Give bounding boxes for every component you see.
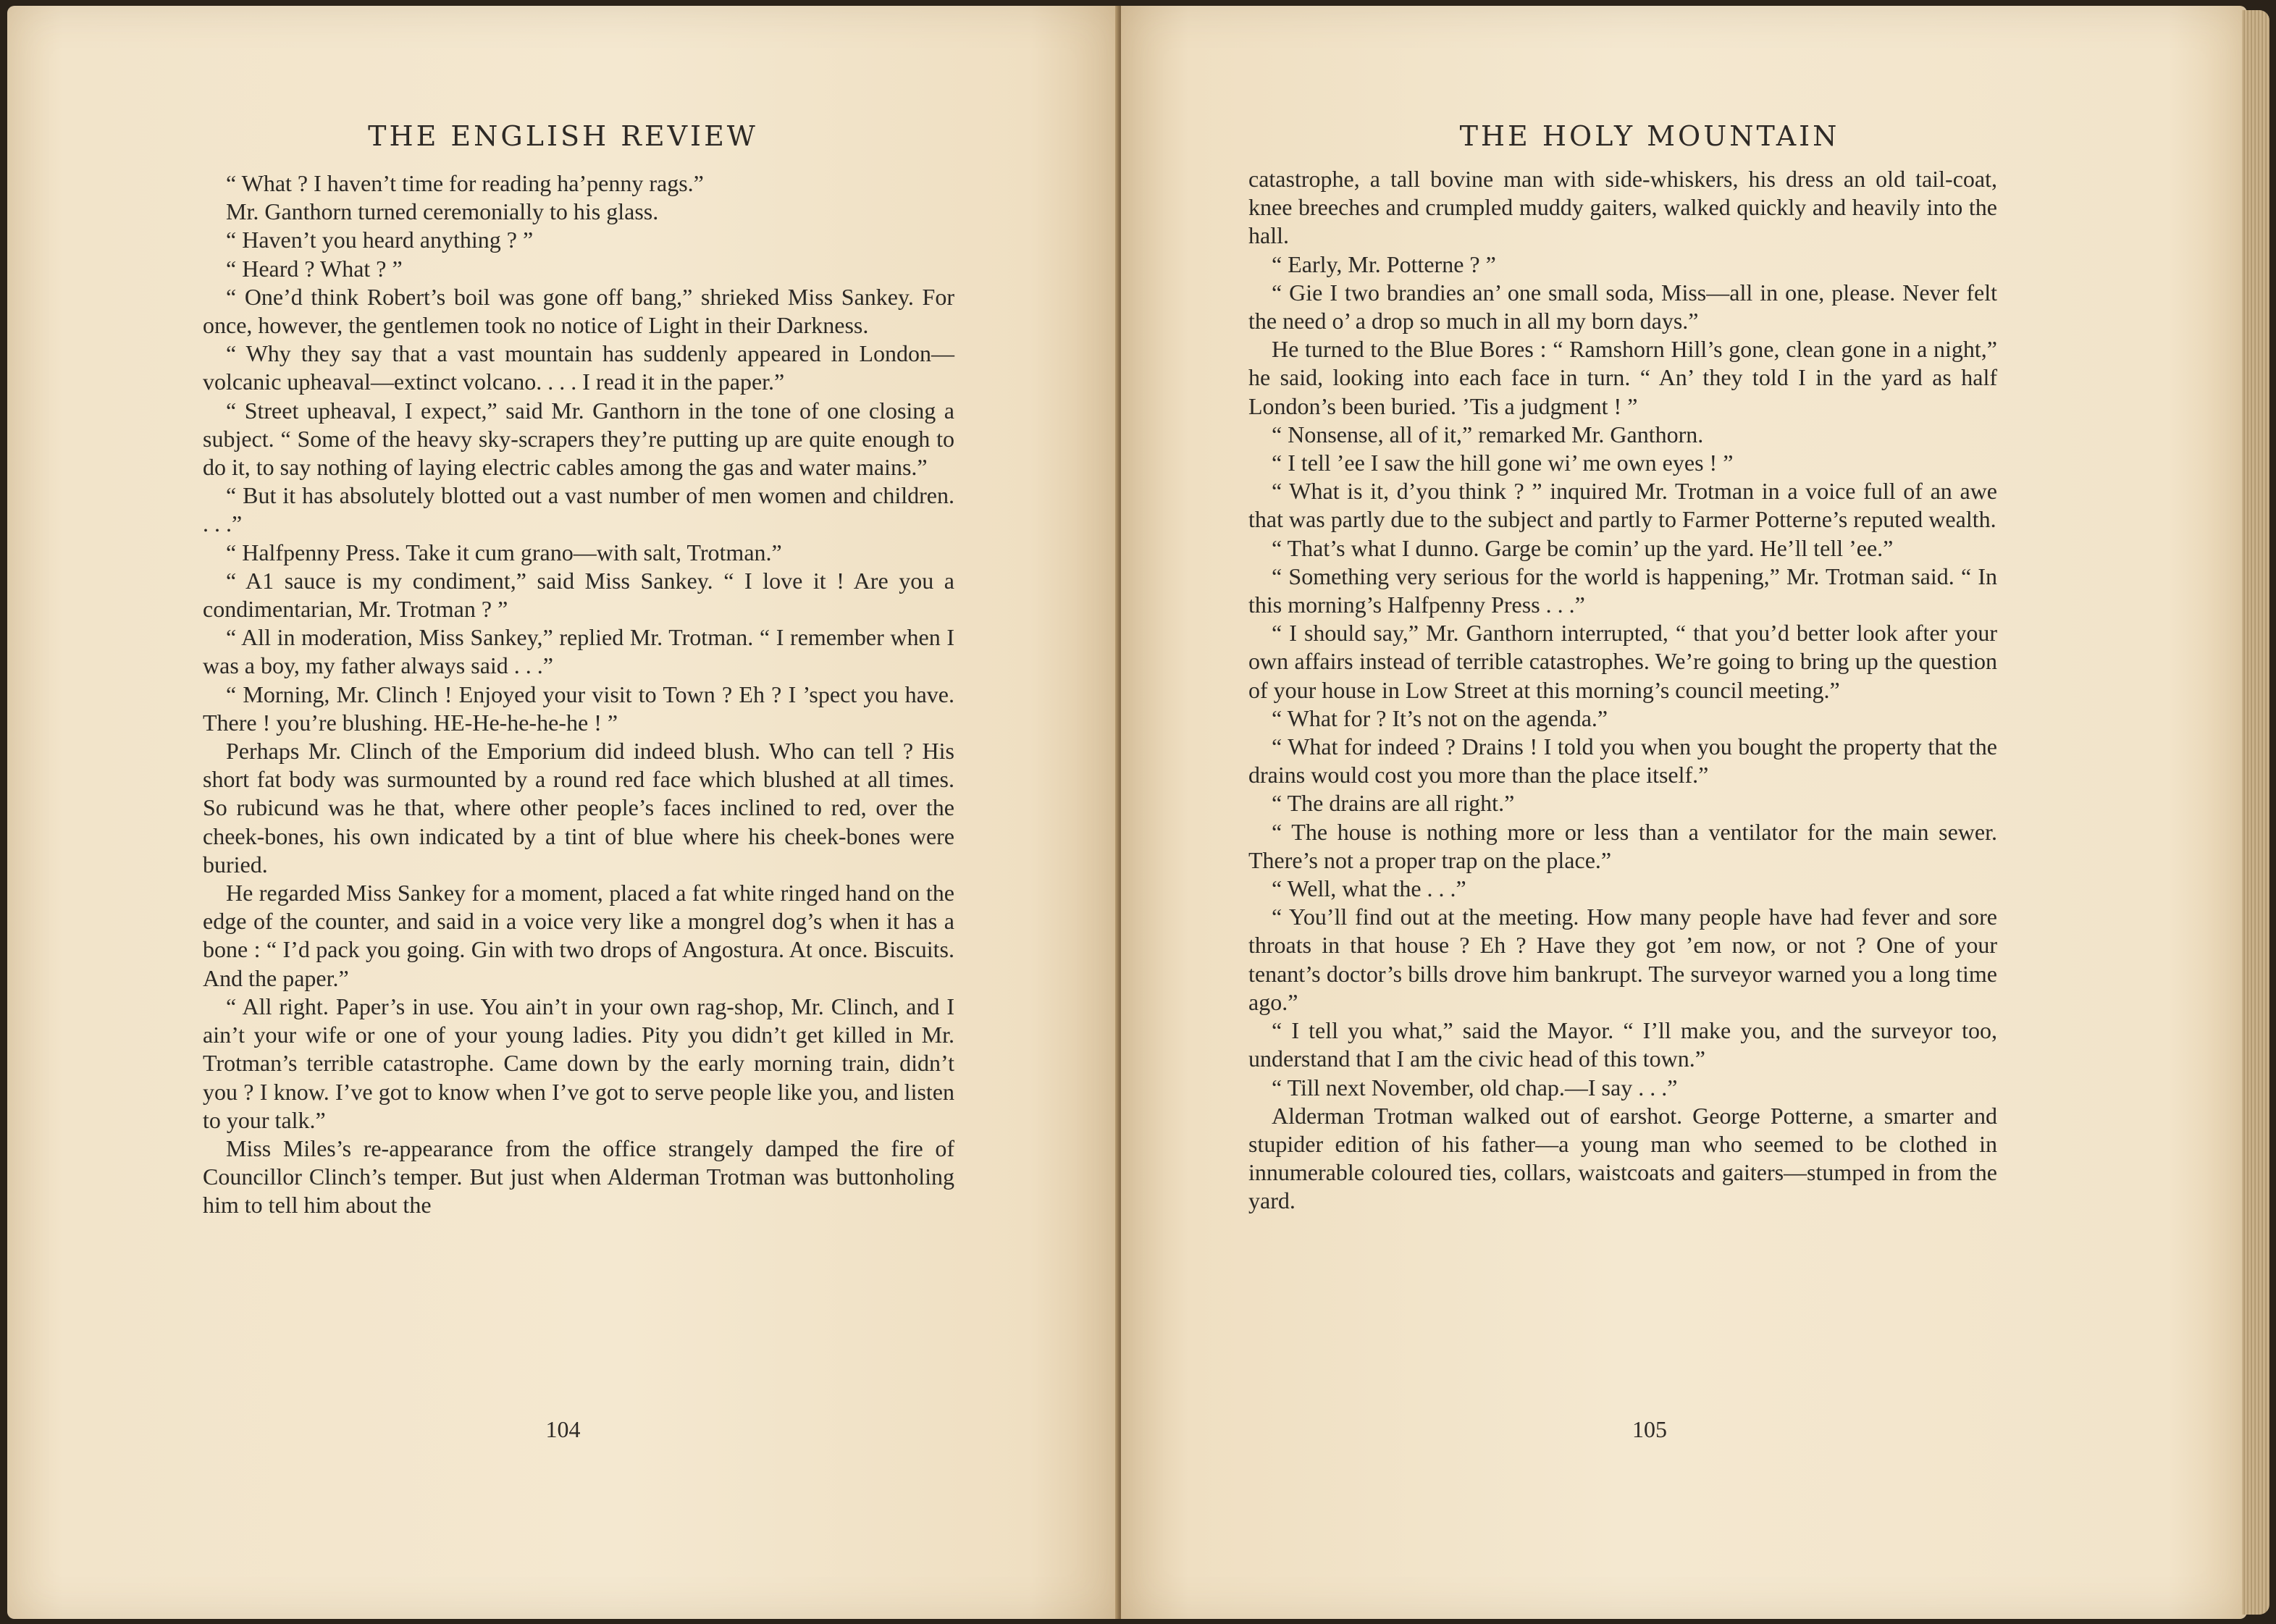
paragraph: “ What for ? It’s not on the agenda.” <box>1272 704 1608 731</box>
paragraph: “ What is it, d’you think ? ” inquired Mr. Trotman in a voice full of an awe that was partly due to the subject and partly to Farmer Potterne’s reputed wealth. <box>1248 478 1997 533</box>
running-head-right: THE HOLY MOUNTAIN <box>1459 120 1840 152</box>
paragraph: “ Something very serious for the world is happening,” Mr. Trotman said. “ In this morning’s Halfpenny Press . . .” <box>1248 563 1997 618</box>
paragraph: “ I should say,” Mr. Ganthorn interrupted, “ that you’d better look after your own affairs instead of terrible catastrophes. We’re going to bring up the question of your house in Low Street at this morning’s council meeting.” <box>1248 620 1997 703</box>
paragraph: “ The drains are all right.” <box>1272 790 1515 817</box>
paragraph: “ Well, what the . . .” <box>1272 875 1466 902</box>
paragraph: “ Gie I two brandies an’ one small soda, Miss—all in one, please. Never felt the need o’ a drop so much in all my born days.” <box>1248 279 1997 335</box>
paragraph: “ That’s what I dunno. Garge be comin’ up the yard. He’ll tell ’ee.” <box>1272 534 1894 561</box>
right-page-text <box>1248 165 1997 1216</box>
paragraph: “ All right. Paper’s in use. You ain’t in your own rag-shop, Mr. Clinch, and I ain’t your wife or one of your young ladies. Pity you didn’t get killed in Mr. Trotman’s terrible catastrophe. Came down by the early morning train, didn’t you ? I know. I’ve got to know when I’ve got to serve people like you, and listen to your talk.” <box>203 993 954 1133</box>
paragraph: Perhaps Mr. Clinch of the Emporium did indeed blush. Who can tell ? His short fat body was surmounted by a round red face which blushed at all times. So rubicund was he that, where other people’s faces inclined to red, over the cheek-bones, his own indicated by a tint of blue where his cheek-bones were buried. <box>203 738 954 878</box>
paragraph: “ Early, Mr. Potterne ? ” <box>1272 251 1496 277</box>
paragraph: “ Morning, Mr. Clinch ! Enjoyed your visit to Town ? Eh ? I ’spect you have. There ! you’re blushing. HE-He-he-he-he ! ” <box>203 681 954 736</box>
paragraph: “ The house is nothing more or less than a ventilator for the main sewer. There’s not a proper trap on the place.” <box>1248 818 1997 873</box>
paragraph: Alderman Trotman walked out of earshot. George Potterne, a smarter and stupider edition of his father—a young man who seemed to be clothed in innumerable coloured ties, collars, waistcoats and gaiters—stumped in from the yard. <box>1248 1102 1997 1214</box>
paragraph: “ You’ll find out at the meeting. How many people have had fever and sore throats in that house ? Eh ? Have they got ’em now, or not ? One of your tenant’s doctor’s bills drove him bankrupt. The surveyor warned you a long time ago.” <box>1248 904 1997 1015</box>
paragraph: “ Heard ? What ? ” <box>226 255 403 282</box>
right-page <box>1121 6 2247 1619</box>
paragraph: “ One’d think Robert’s boil was gone off bang,” shrieked Miss Sankey. For once, however, the gentlemen took no notice of Light in their Darkness. <box>203 283 954 339</box>
paragraph: He regarded Miss Sankey for a moment, placed a fat white ringed hand on the edge of the counter, and said in a voice very like a mongrel dog’s when it has a bone : “ I’d pack you going. Gin with two drops of Angostura. At once. Biscuits. And the paper.” <box>203 880 954 991</box>
paragraph: “ But it has absolutely blotted out a vast number of men women and children. . . .” <box>203 482 954 537</box>
paragraph: “ Haven’t you heard anything ? ” <box>226 227 534 253</box>
folio-left: 104 <box>545 1416 581 1442</box>
paragraph: Mr. Ganthorn turned ceremonially to his glass. <box>226 198 659 225</box>
paragraph: “ I tell ’ee I saw the hill gone wi’ me own eyes ! ” <box>1272 450 1734 476</box>
paragraph: “ I tell you what,” said the Mayor. “ I’ll make you, and the surveyor too, understand that I am the civic head of this town.” <box>1248 1017 1997 1072</box>
paragraph: “ Why they say that a vast mountain has suddenly appeared in London—volcanic upheaval—extinct volcano. . . . I read it in the paper.” <box>203 340 954 395</box>
left-page <box>7 6 1119 1619</box>
paragraph: “ Till next November, old chap.—I say . . .” <box>1272 1074 1678 1101</box>
running-head-left: THE ENGLISH REVIEW <box>368 120 758 152</box>
folio-right: 105 <box>1632 1416 1667 1442</box>
left-page-text <box>203 169 954 1220</box>
paragraph: Miss Miles’s re-appearance from the office strangely damped the fire of Councillor Clinch’s temper. But just when Alderman Trotman was buttonholing him to tell him about the <box>203 1135 954 1219</box>
page-edges <box>2242 10 2269 1615</box>
paragraph: He turned to the Blue Bores : “ Ramshorn Hill’s gone, clean gone in a night,” he said, looking into each face in turn. “ An’ they told I in the yard as half London’s been buried. ’Tis a judgment ! ” <box>1248 336 1997 419</box>
paragraph: “ What ? I haven’t time for reading ha’penny rags.” <box>226 170 704 196</box>
paragraph: catastrophe, a tall bovine man with side-whiskers, his dress an old tail-coat, knee breeches and crumpled muddy gaiters, walked quickly and heavily into the hall. <box>1248 166 1997 249</box>
paragraph: “ A1 sauce is my condiment,” said Miss Sankey. “ I love it ! Are you a condimentarian, Mr. Trotman ? ” <box>203 567 954 623</box>
paragraph: “ Street upheaval, I expect,” said Mr. Ganthorn in the tone of one closing a subject. “ Some of the heavy sky-scrapers they’re putting up are quite enough to do it, to say nothing of laying electric cables among the gas and water mains.” <box>203 397 954 481</box>
paragraph: “ All in moderation, Miss Sankey,” replied Mr. Trotman. “ I remember when I was a boy, my father always said . . .” <box>203 624 954 679</box>
paragraph: “ What for indeed ? Drains ! I told you when you bought the property that the drains would cost you more than the place itself.” <box>1248 733 1997 788</box>
paragraph: “ Halfpenny Press. Take it cum grano—with salt, Trotman.” <box>226 539 782 565</box>
paragraph: “ Nonsense, all of it,” remarked Mr. Ganthorn. <box>1272 421 1704 447</box>
